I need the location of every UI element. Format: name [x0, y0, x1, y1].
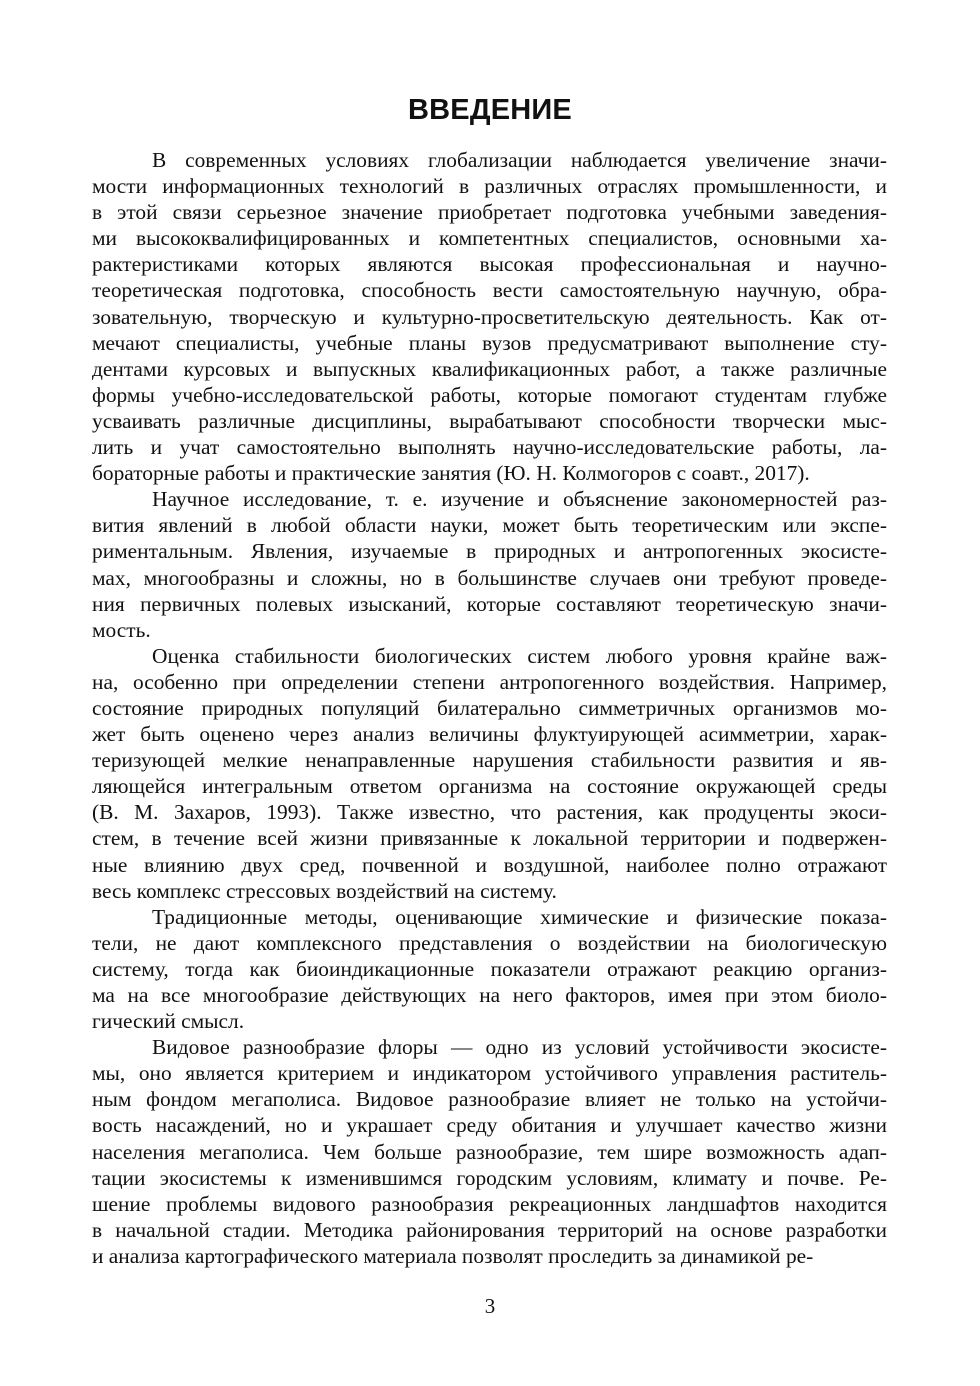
text-line: вость насаждений, но и украшает среду обитания и улучшает качество жизни	[92, 1113, 887, 1138]
text-line: дентами курсовых и выпускных квалификационных работ, а также различные	[92, 356, 887, 381]
text-line: усваивать различные дисциплины, вырабатывают способности творчески мыс-	[92, 408, 887, 433]
text-line: ния первичных полевых изысканий, которые составляют теоретическую значи-	[92, 591, 887, 616]
text-line: (В. М. Захаров, 1993). Также известно, что растения, как продуценты экоси-	[92, 800, 887, 825]
text-line: Традиционные методы, оценивающие химические и физические показа-	[152, 904, 887, 929]
text-line: весь комплекс стрессовых воздействий на систему.	[92, 878, 557, 903]
page-number: 3	[484, 1294, 496, 1318]
page-heading: ВВЕДЕНИЕ	[408, 94, 572, 126]
paragraph	[92, 643, 887, 904]
text-line: тации экосистемы к изменившимся городским условиям, климату и почве. Ре-	[92, 1165, 887, 1190]
text-line: мах, многообразны и сложны, но в большинстве случаев они требуют проведе-	[92, 565, 887, 590]
text-line: В современных условиях глобализации наблюдается увеличение значи-	[152, 148, 887, 172]
text-line: жет быть оценено через анализ величины флуктуирующей асимметрии, харак-	[92, 722, 887, 747]
paragraph	[92, 486, 887, 643]
text-line: риментальным. Явления, изучаемые в природных и антропогенных экосисте-	[92, 539, 887, 564]
text-line: вития явлений в любой области науки, может быть теоретическим или экспе-	[92, 513, 887, 538]
text-line: мечают специалисты, учебные планы вузов предусматривают выполнение сту-	[92, 330, 887, 355]
text-line: бораторные работы и практические занятия (Ю. Н. Колмогоров с соавт., 2017).	[92, 461, 810, 486]
text-line: Видовое разнообразие флоры — одно из условий устойчивости экосисте-	[152, 1035, 887, 1060]
text-line: систему, тогда как биоиндикационные показатели отражают реакцию организ-	[92, 956, 887, 981]
text-line: мости информационных технологий в различных отраслях промышленности, и	[92, 174, 887, 199]
paragraph	[92, 1034, 887, 1269]
paragraph	[92, 904, 887, 1034]
text-line: стем, в течение всей жизни привязанные к локальной территории и подвержен-	[92, 826, 887, 851]
text-line: ляющейся интегральным ответом организма на состояние окружающей среды	[92, 774, 887, 799]
text-line: в этой связи серьезное значение приобретает подготовка учебными заведения-	[92, 200, 887, 225]
paragraph	[92, 147, 887, 486]
text-line: формы учебно-исследовательской работы, которые помогают студентам глубже	[92, 382, 887, 407]
text-line: тели, не дают комплексного представления о воздействии на биологическую	[92, 930, 887, 955]
text-line: зовательную, творческую и культурно-просветительскую деятельность. Как от-	[92, 304, 887, 329]
text-line: и анализа картографического материала позволят проследить за динамикой ре-	[92, 1243, 814, 1268]
text-line: на, особенно при определении степени антропогенного воздействия. Например,	[92, 669, 887, 694]
text-line: Оценка стабильности биологических систем любого уровня крайне важ-	[152, 643, 887, 668]
text-line: ные влиянию двух сред, почвенной и воздушной, наиболее полно отражают	[92, 852, 887, 877]
text-line: лить и учат самостоятельно выполнять научно-исследовательские работы, ла-	[92, 435, 887, 460]
text-line: ми высококвалифицированных и компетентных специалистов, основными ха-	[92, 226, 887, 251]
text-line: рактеристиками которых являются высокая профессиональная и научно-	[92, 252, 887, 277]
text-line: мость.	[92, 617, 151, 642]
text-line: теоретическая подготовка, способность вести самостоятельную научную, обра-	[92, 278, 887, 303]
text-line: шение проблемы видового разнообразия рекреационных ландшафтов находится	[92, 1191, 887, 1216]
text-line: Научное исследование, т. е. изучение и объяснение закономерностей раз-	[152, 487, 887, 512]
text-line: мы, оно является критерием и индикатором устойчивого управления раститель-	[92, 1061, 887, 1086]
text-line: ным фондом мегаполиса. Видовое разнообразие влияет не только на устойчи-	[92, 1087, 887, 1112]
text-line: населения мегаполиса. Чем больше разнообразие, тем шире возможность адап-	[92, 1139, 887, 1164]
text-line: теризующей мелкие ненаправленные нарушения стабильности развития и яв-	[92, 748, 887, 773]
text-line: ма на все многообразие действующих на него факторов, имея при этом биоло-	[92, 983, 887, 1007]
text-line: в начальной стадии. Методика районирования территорий на основе разработки	[92, 1217, 887, 1242]
body-text	[92, 147, 887, 1269]
text-line: гический смысл.	[92, 1009, 245, 1034]
text-line: состояние природных популяций билатерально симметричных организмов мо-	[92, 695, 887, 720]
